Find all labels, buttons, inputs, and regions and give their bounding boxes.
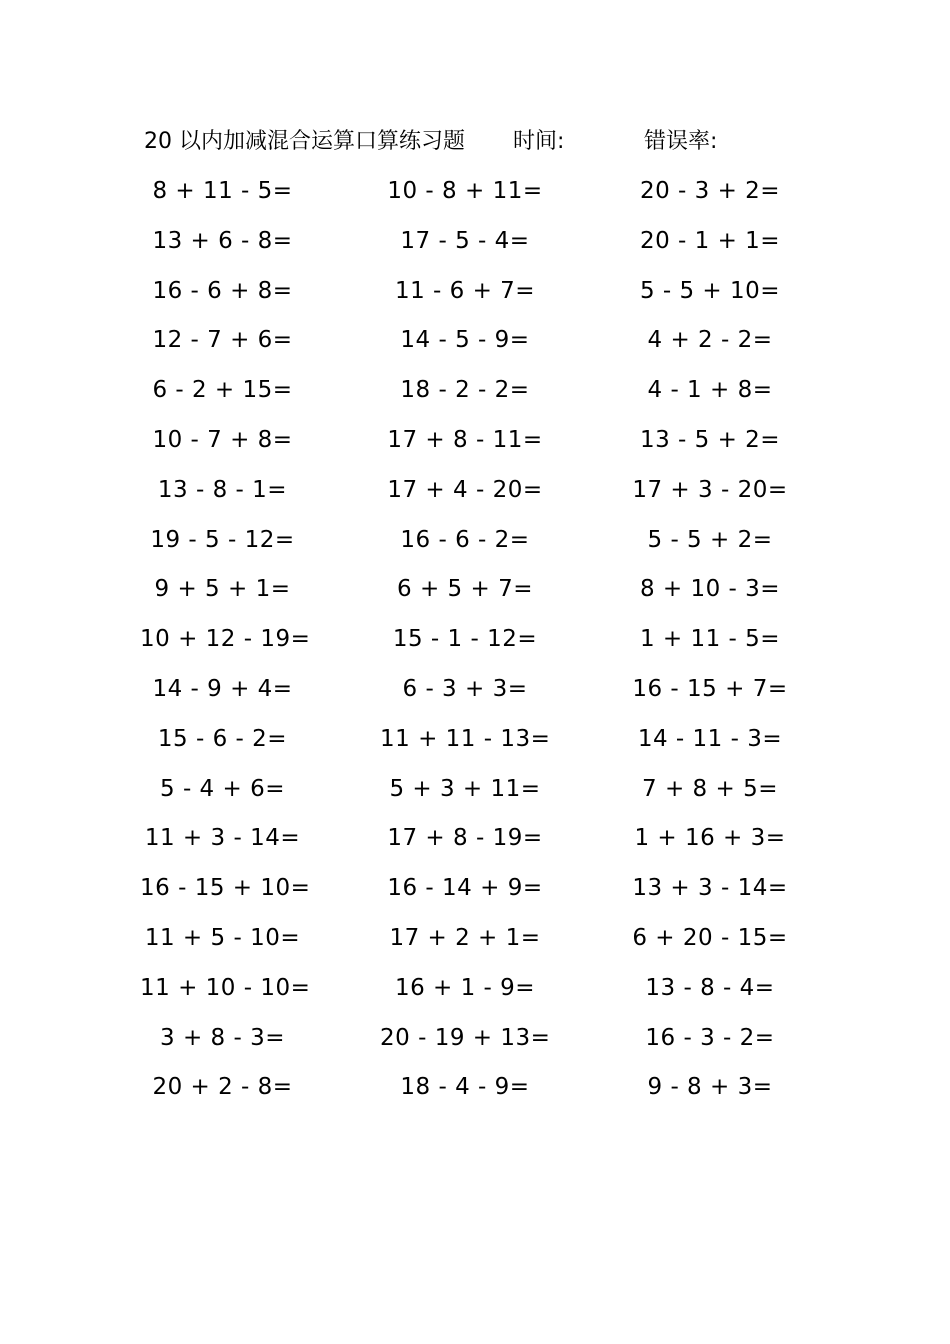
math-problem: 15 - 1 - 12= bbox=[392, 626, 538, 653]
math-problem: 5 - 4 + 6= bbox=[160, 775, 285, 802]
math-problem: 20 - 3 + 2= bbox=[639, 178, 781, 204]
math-problem: 5 - 5 + 2= bbox=[647, 526, 773, 553]
problem-row bbox=[0, 171, 950, 221]
problem-row bbox=[0, 619, 950, 669]
problem-row bbox=[0, 271, 950, 321]
math-problem: 18 - 4 - 9= bbox=[400, 1074, 530, 1101]
math-problem: 4 - 1 + 8= bbox=[647, 377, 773, 404]
math-problem: 10 - 8 + 11= bbox=[387, 178, 543, 204]
math-problem: 17 - 5 - 4= bbox=[400, 227, 530, 254]
math-problem: 16 - 3 - 2= bbox=[645, 1024, 775, 1051]
math-problem: 6 - 2 + 15= bbox=[152, 377, 293, 404]
problem-grid bbox=[0, 171, 950, 1117]
math-problem: 18 - 2 - 2= bbox=[400, 377, 530, 404]
math-problem: 17 + 8 - 19= bbox=[387, 825, 543, 852]
math-problem: 13 - 8 - 4= bbox=[645, 974, 775, 1001]
math-problem: 6 - 3 + 3= bbox=[402, 675, 528, 702]
math-problem: 16 - 15 + 10= bbox=[140, 875, 311, 902]
problem-row bbox=[0, 320, 950, 370]
math-problem: 4 + 2 - 2= bbox=[647, 327, 773, 354]
problem-row bbox=[0, 1067, 950, 1117]
math-problem: 12 - 7 + 6= bbox=[152, 327, 293, 354]
problem-row bbox=[0, 719, 950, 769]
math-problem: 9 - 8 + 3= bbox=[647, 1074, 773, 1101]
problem-row bbox=[0, 769, 950, 819]
math-problem: 17 + 4 - 20= bbox=[387, 476, 543, 503]
math-problem: 16 - 14 + 9= bbox=[387, 875, 543, 902]
math-problem: 13 + 6 - 8= bbox=[152, 227, 293, 254]
worksheet-header bbox=[0, 124, 950, 160]
problem-row bbox=[0, 420, 950, 470]
problem-row bbox=[0, 868, 950, 918]
math-problem: 11 + 3 - 14= bbox=[144, 825, 301, 852]
math-problem: 15 - 6 - 2= bbox=[157, 725, 288, 752]
math-problem: 19 - 5 - 12= bbox=[150, 526, 295, 553]
math-problem: 13 - 5 + 2= bbox=[639, 426, 781, 453]
math-problem: 7 + 8 + 5= bbox=[642, 775, 778, 802]
math-problem: 20 - 19 + 13= bbox=[380, 1024, 551, 1051]
math-problem: 14 - 9 + 4= bbox=[152, 675, 293, 702]
problem-row bbox=[0, 968, 950, 1018]
math-problem: 8 + 11 - 5= bbox=[152, 178, 293, 204]
math-problem: 17 + 8 - 11= bbox=[387, 426, 543, 453]
math-problem: 13 - 8 - 1= bbox=[157, 476, 288, 503]
math-problem: 11 - 6 + 7= bbox=[394, 277, 536, 304]
problem-row bbox=[0, 918, 950, 968]
problem-row bbox=[0, 669, 950, 719]
problem-row bbox=[0, 520, 950, 570]
math-problem: 14 - 5 - 9= bbox=[400, 327, 530, 354]
math-problem: 14 - 11 - 3= bbox=[637, 725, 783, 752]
math-problem: 17 + 2 + 1= bbox=[389, 924, 541, 951]
problem-row bbox=[0, 818, 950, 868]
math-problem: 5 - 5 + 10= bbox=[639, 277, 781, 304]
math-problem: 10 + 12 - 19= bbox=[140, 626, 311, 653]
math-problem: 16 - 15 + 7= bbox=[632, 675, 788, 702]
math-problem: 3 + 8 - 3= bbox=[160, 1024, 285, 1051]
math-problem: 20 - 1 + 1= bbox=[639, 227, 781, 254]
math-problem: 10 - 7 + 8= bbox=[152, 426, 293, 453]
math-problem: 6 + 5 + 7= bbox=[397, 576, 533, 603]
math-problem: 1 + 11 - 5= bbox=[639, 626, 781, 653]
math-problem: 6 + 20 - 15= bbox=[632, 924, 788, 951]
math-problem: 8 + 10 - 3= bbox=[639, 576, 781, 603]
problem-row bbox=[0, 470, 950, 520]
math-problem: 16 + 1 - 9= bbox=[394, 974, 536, 1001]
math-problem: 11 + 10 - 10= bbox=[140, 974, 311, 1001]
problem-row bbox=[0, 569, 950, 619]
math-problem: 16 - 6 + 8= bbox=[152, 277, 293, 304]
worksheet-title: 20 以内加减混合运算口算练习题 bbox=[144, 129, 465, 154]
math-problem: 11 + 5 - 10= bbox=[144, 924, 301, 951]
time-label: 时间: bbox=[513, 129, 565, 154]
problem-row bbox=[0, 221, 950, 271]
math-problem: 20 + 2 - 8= bbox=[152, 1074, 293, 1101]
math-problem: 11 + 11 - 13= bbox=[380, 725, 551, 752]
math-problem: 16 - 6 - 2= bbox=[400, 526, 530, 553]
math-problem: 5 + 3 + 11= bbox=[389, 775, 541, 802]
problem-row bbox=[0, 370, 950, 420]
math-problem: 9 + 5 + 1= bbox=[154, 576, 291, 603]
math-problem: 1 + 16 + 3= bbox=[634, 825, 786, 852]
math-problem: 17 + 3 - 20= bbox=[632, 476, 788, 503]
error-rate-label: 错误率: bbox=[644, 129, 718, 154]
problem-row bbox=[0, 1018, 950, 1068]
math-problem: 13 + 3 - 14= bbox=[632, 875, 788, 902]
